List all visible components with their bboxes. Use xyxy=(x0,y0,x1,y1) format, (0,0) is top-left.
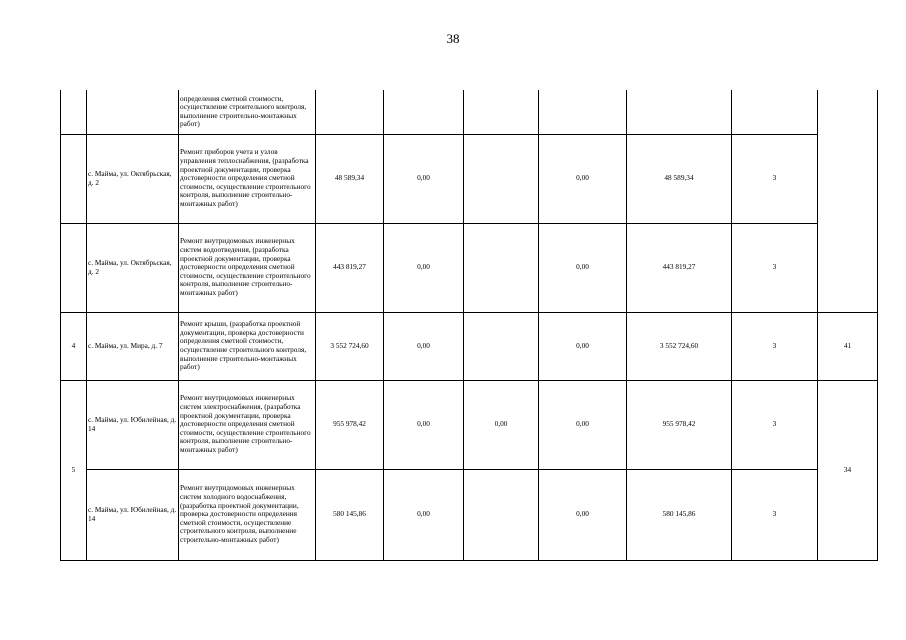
cost-cell: 443 819,27 xyxy=(316,223,384,312)
amount-cell: 580 145,86 xyxy=(627,469,732,560)
address-cell: с. Майма, ул. Мира, д. 7 xyxy=(87,312,179,380)
term-cell: 3 xyxy=(732,380,818,469)
address-cell: с. Майма, ул. Юбилейная, д. 14 xyxy=(87,380,179,469)
work-description: Ремонт внутридомовых инженерных систем электроснабжения, (разработка проектной документации, проверка достоверности определения сметной стоимости, осуществление строительного контроля, выполнение строительно-монтажных работ) xyxy=(179,380,316,469)
work-description: Ремонт внутридомовых инженерных систем водоотведения, (разработка проектной документации, проверка достоверности определения сметной стоимости, осуществление строительного контроля, выполнение строительно-монтажных работ) xyxy=(179,223,316,312)
amount-cell: 3 552 724,60 xyxy=(627,312,732,380)
row-number xyxy=(61,223,87,312)
amount-cell: 0,00 xyxy=(464,380,539,469)
term-cell xyxy=(732,90,818,134)
cost-cell: 3 552 724,60 xyxy=(316,312,384,380)
term-cell: 3 xyxy=(732,469,818,560)
group-total xyxy=(818,90,878,312)
cost-cell: 580 145,86 xyxy=(316,469,384,560)
amount-cell: 955 978,42 xyxy=(627,380,732,469)
amount-cell: 443 819,27 xyxy=(627,223,732,312)
amount-cell: 0,00 xyxy=(384,380,464,469)
amount-cell: 0,00 xyxy=(384,312,464,380)
address-cell xyxy=(87,90,179,134)
group-total: 41 xyxy=(818,312,878,380)
amount-cell xyxy=(464,90,539,134)
work-description: Ремонт внутридомовых инженерных систем холодного водоснабжения, (разработка проектной документации, проверка достоверности определения сметной стоимости, осуществление строительного контроля, выполнение строительно-монтажных работ) xyxy=(179,469,316,560)
cost-cell: 955 978,42 xyxy=(316,380,384,469)
amount-cell: 0,00 xyxy=(539,469,627,560)
amount-cell xyxy=(464,134,539,223)
amount-cell: 0,00 xyxy=(384,134,464,223)
row-number xyxy=(61,90,87,134)
address-cell: с. Майма, ул. Октябрьская, д. 2 xyxy=(87,134,179,223)
work-description: Ремонт крыши, (разработка проектной документации, проверка достоверности определения сметной стоимости, осуществление строительного контроля, выполнение строительно-монтажных работ) xyxy=(179,312,316,380)
amount-cell: 0,00 xyxy=(539,312,627,380)
amount-cell xyxy=(627,90,732,134)
address-cell: с. Майма, ул. Юбилейная, д. 14 xyxy=(87,469,179,560)
cost-cell xyxy=(316,90,384,134)
table-row xyxy=(61,469,878,560)
amount-cell xyxy=(539,90,627,134)
cost-cell: 48 589,34 xyxy=(316,134,384,223)
term-cell: 3 xyxy=(732,134,818,223)
amount-cell: 0,00 xyxy=(539,223,627,312)
page-number: 38 xyxy=(446,31,460,46)
address-cell: с. Майма, ул. Октябрьская, д. 2 xyxy=(87,223,179,312)
amount-cell: 0,00 xyxy=(539,380,627,469)
table-row xyxy=(61,223,878,312)
amount-cell xyxy=(384,90,464,134)
term-cell: 3 xyxy=(732,312,818,380)
table-row xyxy=(61,380,878,469)
amount-cell xyxy=(464,469,539,560)
amount-cell: 0,00 xyxy=(384,223,464,312)
group-total: 34 xyxy=(818,380,878,560)
table-row xyxy=(61,312,878,380)
row-number: 5 xyxy=(61,380,87,560)
row-number: 4 xyxy=(61,312,87,380)
work-description: определения сметной стоимости, осуществление строительного контроля, выполнение строительно-монтажных работ) xyxy=(179,90,316,134)
work-description: Ремонт приборов учета и узлов управления теплоснабжения, (разработка проектной документации, проверка достоверности определения сметной стоимости, осуществление строительного контроля, выполнение строительно-монтажных работ) xyxy=(179,134,316,223)
table-row xyxy=(61,90,878,134)
table-row xyxy=(61,134,878,223)
amount-cell: 0,00 xyxy=(539,134,627,223)
amount-cell xyxy=(464,312,539,380)
term-cell: 3 xyxy=(732,223,818,312)
row-number xyxy=(61,134,87,223)
amount-cell: 0,00 xyxy=(384,469,464,560)
amount-cell: 48 589,34 xyxy=(627,134,732,223)
works-table xyxy=(60,90,878,561)
amount-cell xyxy=(464,223,539,312)
